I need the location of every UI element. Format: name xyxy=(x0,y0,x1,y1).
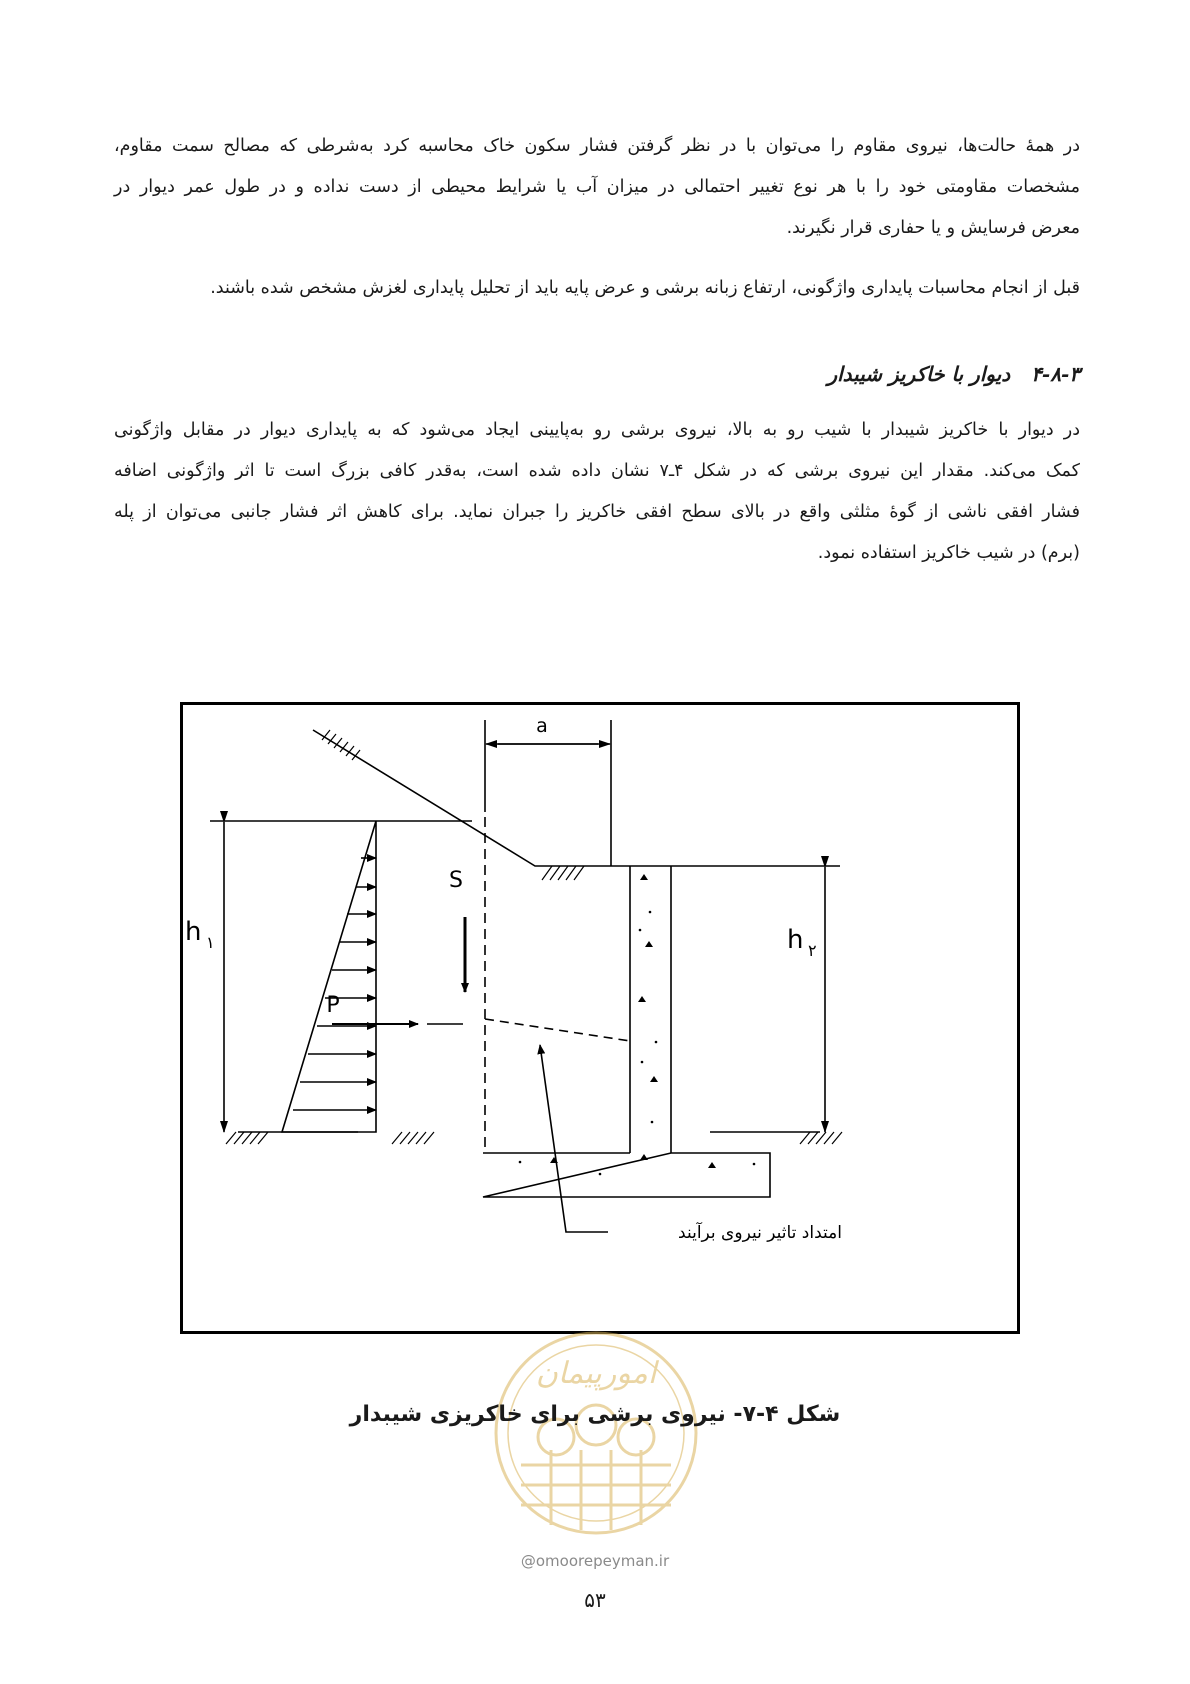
text-line: کمک می‌کند. مقدار این نیروی برشی که در شکل ۴ـ۷ نشان داده شده است، به‌قدر کافی بزرگ است تا اثر واژگونی اضافه xyxy=(114,461,1080,481)
page-number: ۵۳ xyxy=(584,1588,606,1612)
wall-footing xyxy=(483,1153,770,1197)
text-line: قبل از انجام محاسبات پایداری واژگونی، ارتفاع زبانه برشی و عرض پایه باید از تحلیل پایداری لغزش مشخص شده باشند. xyxy=(210,278,1080,298)
label-p: P xyxy=(326,993,340,1018)
watermark-site: @omoorepeyman.ir xyxy=(520,1552,670,1570)
watermark-brand: امورپیمان xyxy=(535,1356,657,1391)
text-line: فشار افقی ناشی از گوهٔ مثلثی واقع در بالای سطح افقی خاکریز را جبران نماید. برای کاهش اثر فشار جانبی می‌توان از پله xyxy=(114,502,1080,522)
figure-caption: شکل ۴-۷- نیروی برشی برای خاکریزی شیبدار xyxy=(349,1402,841,1427)
figure-frame xyxy=(182,704,1019,1333)
pressure-arrows xyxy=(293,858,376,1110)
label-s: S xyxy=(449,868,463,893)
paragraph-sloped-backfill xyxy=(114,410,1080,574)
resultant-line xyxy=(485,1019,630,1041)
text-line: در همهٔ حالت‌ها، نیروی مقاوم را می‌توان با در نظر گرفتن فشار سکون خاک محاسبه کرد به‌شرطی که مصالح سمت مقاوم، xyxy=(114,136,1080,156)
label-h2: h xyxy=(787,925,804,955)
wall-stem xyxy=(630,866,671,1153)
paragraph-resisting-force xyxy=(114,126,1080,249)
label-h1-sub: ۱ xyxy=(206,933,215,952)
sloped-ground-line xyxy=(313,730,630,866)
text-line: مشخصات مقاومتی خود را با هر نوع تغییر احتمالی در میزان آب یا شرایط محیطی از دست نداده و در طول عمر دیوار در xyxy=(114,177,1080,197)
annotation-leader xyxy=(540,1045,608,1232)
section-title: دیوار با خاکریز شیبدار xyxy=(827,362,1011,386)
section-heading xyxy=(827,362,1080,386)
pressure-triangle xyxy=(282,821,376,1132)
label-h1: h xyxy=(185,917,202,947)
omoorepeyman-logo xyxy=(481,1325,711,1540)
retaining-wall-diagram xyxy=(180,702,1020,1334)
paragraph-overturning-note xyxy=(114,268,1080,309)
label-h2-sub: ۲ xyxy=(808,941,817,960)
concrete-aggregate xyxy=(519,874,756,1175)
text-line: در دیوار با خاکریز شیبدار با شیب رو به بالا، نیروی برشی رو به‌پایینی ایجاد می‌شود که به پایداری دیوار در مقابل واژگونی xyxy=(114,420,1080,440)
annotation-resultant: امتداد تاثیر نیروی برآیند xyxy=(678,1223,842,1243)
section-number: ۴-۸-۳ xyxy=(1031,362,1080,386)
text-line: معرض فرسایش و یا حفاری قرار نگیرند. xyxy=(786,218,1080,238)
text-line: (برم) در شیب خاکریز استفاده نمود. xyxy=(817,543,1080,563)
label-a: a xyxy=(536,715,548,737)
